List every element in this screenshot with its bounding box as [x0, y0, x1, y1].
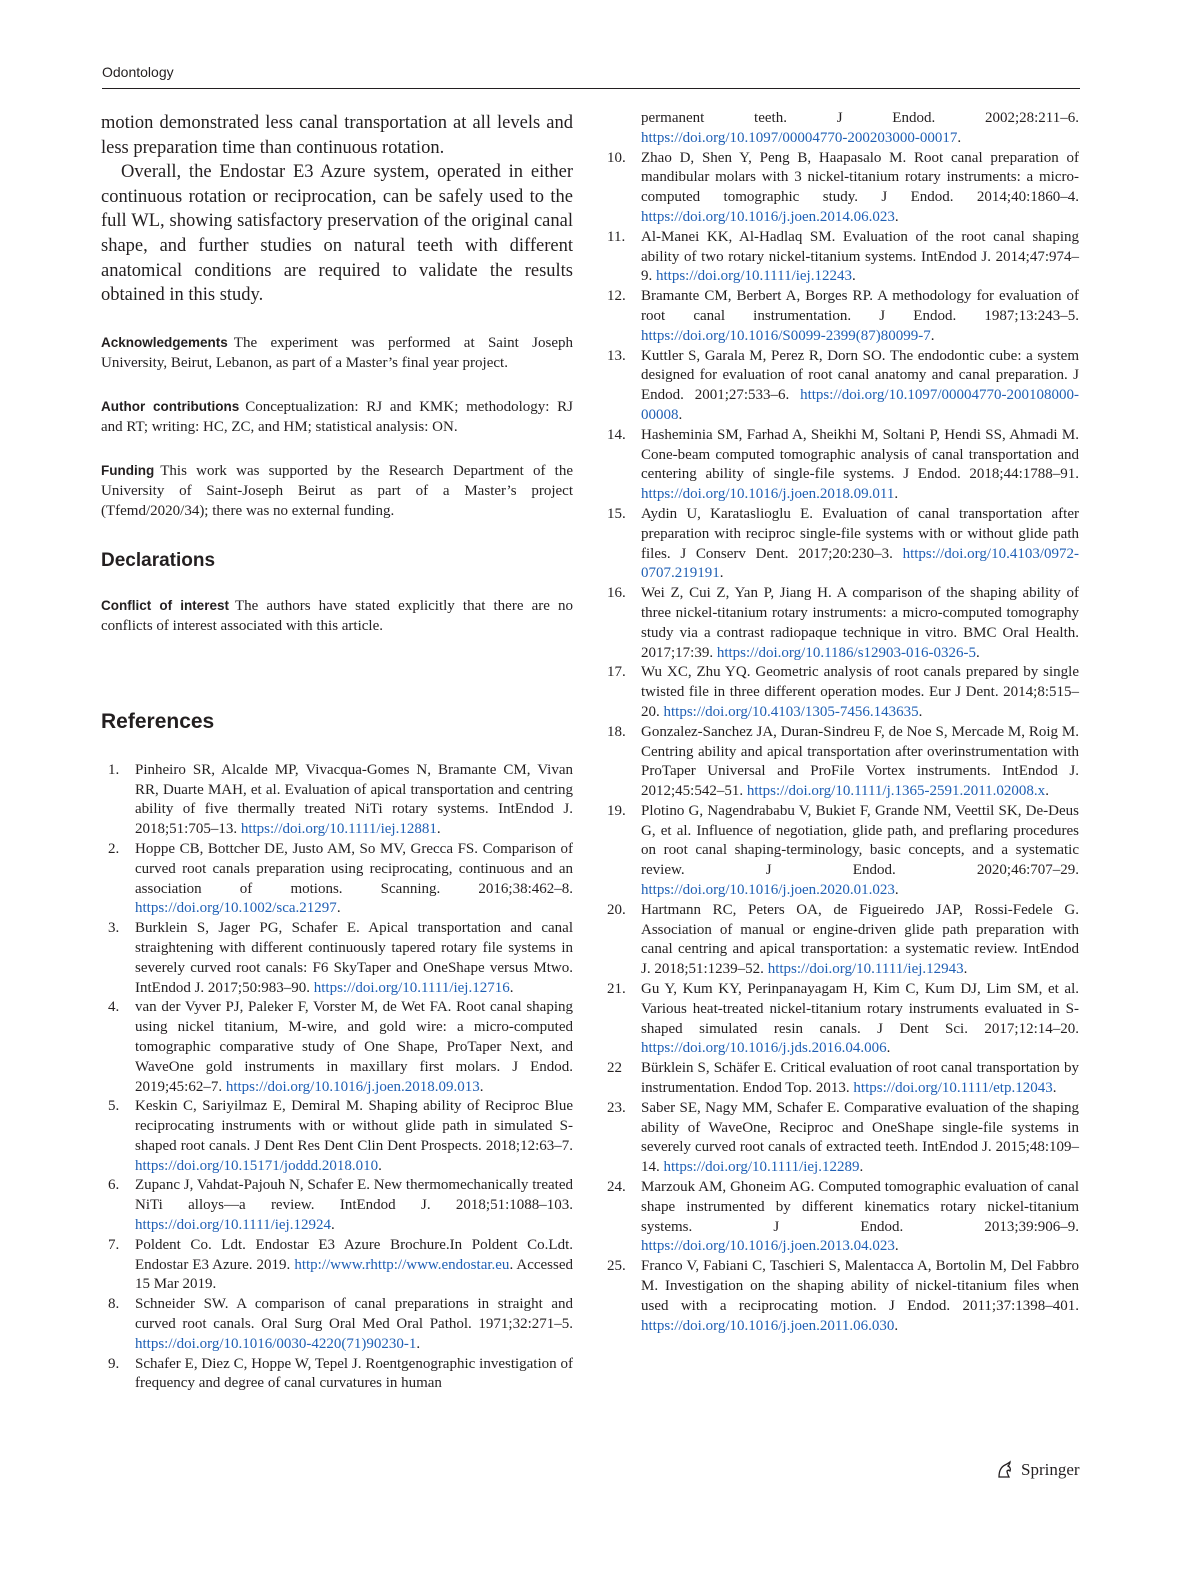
reference-item — [607, 149, 1079, 228]
reference-number: 19. — [607, 802, 626, 819]
reference-end: . — [436, 821, 441, 838]
doi-link[interactable]: https://doi.org/10.1016/j.joen.2018.09.011 — [641, 486, 895, 503]
reference-item — [101, 998, 573, 1097]
reference-item — [101, 919, 573, 998]
conflict-of-interest-title: Conflict of interest — [101, 597, 229, 613]
reference-end: . — [894, 882, 899, 899]
page-header — [102, 62, 1080, 89]
reference-number: 3. — [108, 920, 120, 937]
reference-end: . — [1045, 783, 1049, 800]
reference-end: . — [416, 1335, 421, 1352]
reference-number: 15. — [607, 505, 626, 522]
url-link[interactable]: http://www.rhttp://www.endostar.eu — [294, 1256, 510, 1273]
reference-number: 6. — [108, 1177, 120, 1194]
reference-number: 21. — [607, 981, 626, 998]
reference-item — [607, 228, 1079, 287]
reference-text: Gu Y, Kum KY, Perinpanayagam H, Kim C, Kum DJ, Lim SM, et al. Various heat-treated nickel-titanium rotary instruments evaluated in S-shaped simulated resin canals. J Dent Sci. 2017;12:14–20. — [641, 981, 1079, 1037]
reference-number: 25. — [607, 1258, 626, 1275]
reference-text: Hasheminia SM, Farhad A, Sheikhi M, Soltani P, Hendi SS, Ahmadi M. Cone-beam computed tomographic analysis of canal transportation and centering ability of single-file systems. J Endod. 2018;44:1788–91. — [641, 426, 1079, 483]
reference-item — [607, 287, 1079, 346]
reference-item-continued — [607, 109, 1079, 149]
author-contributions-title: Author contributions — [101, 398, 240, 414]
doi-link[interactable]: https://doi.org/10.1111/iej.12881 — [240, 821, 437, 838]
reference-number: 11. — [607, 228, 626, 245]
body-paragraph: Overall, the Endostar E3 Azure system, operated in either continuous rotation or reciprocation, can be safely used to the full WL, showing satisfactory preservation of the original canal shape, and further studies on natural teeth with different anatomical conditions are required to validate the results obtained in this study. — [101, 162, 573, 306]
reference-item — [607, 901, 1079, 980]
doi-link[interactable]: https://doi.org/10.1097/00004770-200108000-00008 — [641, 387, 1079, 423]
publisher-name: Springer — [1021, 1460, 1080, 1479]
reference-number: 5. — [108, 1098, 120, 1115]
reference-end: . — [894, 208, 899, 225]
reference-item — [101, 840, 573, 919]
reference-text: Al-Manei KK, Al-Hadlaq SM. Evaluation of the root canal shaping ability of two rotary nickel-titanium systems. IntEndod J. 2014;47:974–9. — [641, 228, 1079, 285]
reference-text: Aydin U, Karataslioglu E. Evaluation of canal transportation after preparation with reciproc single-file systems with or without glide path files. J Conserv Dent. 2017;20:230–3. — [641, 505, 1079, 562]
reference-number: 4. — [108, 999, 120, 1016]
doi-link[interactable]: https://doi.org/10.1111/iej.12943 — [767, 961, 964, 978]
doi-link[interactable]: https://doi.org/10.4103/1305-7456.143635 — [663, 703, 919, 720]
reference-number: 16. — [607, 585, 626, 602]
reference-number: 18. — [607, 723, 626, 740]
reference-end: . — [1052, 1080, 1057, 1097]
reference-number: 23. — [607, 1099, 626, 1116]
reference-end: . — [963, 961, 968, 978]
reference-text: Bürklein S, Schäfer E. Critical evaluation of root canal transportation by instrumentation. Endod Top. 2013. — [641, 1060, 1079, 1097]
author-contributions-section — [101, 397, 573, 437]
reference-item — [607, 1059, 1079, 1099]
reference-end: . — [894, 1238, 899, 1255]
doi-link[interactable]: https://doi.org/10.1111/etp.12043 — [853, 1080, 1053, 1097]
reference-number: 17. — [607, 664, 626, 681]
reference-end: . — [930, 327, 935, 344]
reference-text: Burklein S, Jager PG, Schafer E. Apical transportation and canal straightening with different continuously tapered rotary file systems in severely curved root canals: F6 SkyTaper and OneShape versus Mtwo. IntEndod J. 2017;50:983–90. — [135, 920, 573, 996]
doi-link[interactable]: https://doi.org/10.1111/iej.12243 — [656, 268, 852, 285]
reference-end: . — [678, 406, 683, 423]
reference-number: 8. — [108, 1296, 120, 1313]
reference-item — [607, 347, 1079, 426]
reference-number: 2. — [108, 840, 120, 857]
reference-end: . — [886, 1040, 891, 1057]
reference-item — [101, 1295, 573, 1354]
doi-link[interactable]: https://doi.org/10.1111/iej.12289 — [663, 1159, 860, 1176]
reference-number: 14. — [607, 426, 626, 443]
reference-end: . — [957, 129, 962, 146]
reference-item — [101, 1097, 573, 1176]
reference-number-blank — [607, 109, 641, 149]
reference-text: Marzouk AM, Ghoneim AG. Computed tomographic evaluation of canal shape instrumented by different kinematics rotary nickel-titanium systems. J Endod. 2013;39:906–9. — [641, 1179, 1079, 1235]
reference-text: van der Vyver PJ, Paleker F, Vorster M, de Wet FA. Root canal shaping using nickel titanium, M-wire, and gold wire: a micro-computed tomographic comparative study of One Shape, ProTaper Next, and WaveOne gold instruments in maxillary first molars. J Endod. 2019;45:62–7. — [135, 999, 573, 1095]
reference-item — [101, 761, 573, 840]
reference-number: 10. — [607, 149, 626, 166]
references-heading: References — [101, 709, 215, 733]
doi-link[interactable]: https://doi.org/10.1111/iej.12716 — [313, 979, 510, 996]
reference-text: Wei Z, Cui Z, Yan P, Jiang H. A comparison of the shaping ability of three nickel-titanium rotary instruments: a micro-computed tomography study via a contrast radiopaque technique in vitro. BMC Oral Health. 2017;17:39. — [641, 585, 1079, 661]
reference-number: 1. — [108, 761, 120, 778]
reference-number: 13. — [607, 347, 626, 364]
reference-end: . Accessed 15 Mar 2019. — [135, 1256, 573, 1293]
reference-end: . — [378, 1157, 382, 1174]
reference-text: Schafer E, Diez C, Hoppe W, Tepel J. Roentgenographic investigation of frequency and degree of canal curvatures in human — [135, 1355, 573, 1392]
doi-link[interactable]: https://doi.org/10.1016/S0099-2399(87)80099-7 — [641, 327, 931, 344]
funding-text: This work was supported by the Research Department of the University of Saint-Joseph Beirut as part of a Master’s project (Tfemd/2020/34); there was no external funding. — [101, 462, 573, 519]
funding-title: Funding — [101, 462, 155, 478]
reference-text: Plotino G, Nagendrababu V, Bukiet F, Grande NM, Veettil SK, De-Deus G, et al. Influence of negotiation, glide path, and preflaring procedures on root canal shaping-terminology, basic concepts, and a systematic review. J Endod. 2020;46:707–29. — [641, 802, 1079, 879]
reference-text: Wu XC, Zhu YQ. Geometric analysis of root canals prepared by single twisted file in three different operation modes. Eur J Dent. 2014;8:515–20. — [641, 664, 1079, 720]
acknowledgements-title: Acknowledgements — [101, 334, 228, 350]
reference-end: . — [894, 1317, 899, 1334]
doi-link[interactable]: https://doi.org/10.1016/j.jds.2016.04.006 — [641, 1040, 887, 1057]
reference-text: Kuttler S, Garala M, Perez R, Dorn SO. The endodontic cube: a system designed for evaluation of root canal anatomy and canal preparation. J Endod. 2001;27:533–6. — [641, 347, 1079, 404]
author-contributions-text: Conceptualization: RJ and KMK; methodology: RJ and RT; writing: HC, ZC, and HM; statistical analysis: ON. — [101, 398, 574, 435]
reference-end: . — [330, 1217, 335, 1234]
reference-item — [607, 1099, 1079, 1178]
reference-item — [607, 505, 1079, 584]
reference-text: Saber SE, Nagy MM, Schafer E. Comparative evaluation of the shaping ability of WaveOne, Reciproc and OneShape single-file systems in severely curved root canals of extracted teeth. IntEndod J. 2015;48:109–14. — [641, 1099, 1079, 1176]
reference-end: . — [976, 644, 980, 661]
reference-text: Poldent Co. Ldt. Endostar E3 Azure Brochure.In Poldent Co.Ldt. Endostar E3 Azure. 2019. — [135, 1236, 573, 1273]
doi-link[interactable]: https://doi.org/10.1016/0030-4220(71)90230-1 — [135, 1335, 417, 1352]
reference-text: Zupanc J, Vahdat-Pajouh N, Schafer E. New thermomechanically treated NiTi alloys—a review. IntEndod J. 2018;51:1088–103. — [135, 1177, 573, 1214]
reference-item — [607, 426, 1079, 505]
left-column — [101, 111, 573, 1394]
acknowledgements-text: The experiment was performed at Saint Joseph University, Beirut, Lebanon, as part of a Master’s final year project. — [101, 334, 573, 371]
reference-end: . — [719, 565, 724, 582]
doi-link[interactable]: https://doi.org/10.1016/j.joen.2018.09.013 — [225, 1078, 480, 1095]
reference-text: permanent teeth. J Endod. 2002;28:211–6. — [641, 110, 1079, 126]
reference-item — [101, 1176, 573, 1235]
reference-item — [607, 1178, 1079, 1257]
reference-text: Schneider SW. A comparison of canal preparations in straight and curved root canals. Oral Surg Oral Med Oral Pathol. 1971;32:271–5. — [135, 1296, 573, 1333]
reference-number: 9. — [108, 1355, 120, 1372]
reference-end: . — [509, 979, 514, 996]
conflict-of-interest-section — [101, 596, 573, 636]
reference-text: Zhao D, Shen Y, Peng B, Haapasalo M. Root canal preparation of mandibular molars with 3 nickel-titanium rotary instruments: a micro-computed tomographic study. J Endod. 2014;40:1860–4. — [641, 149, 1079, 206]
declarations-heading: Declarations — [101, 549, 216, 571]
reference-number: 20. — [607, 901, 626, 918]
right-column — [607, 109, 1079, 1336]
reference-number: 7. — [108, 1236, 120, 1253]
reference-item — [607, 584, 1079, 663]
reference-item — [607, 663, 1079, 722]
doi-link[interactable]: https://doi.org/10.4103/0972-0707.219191 — [641, 545, 1079, 582]
reference-text: Bramante CM, Berbert A, Borges RP. A methodology for evaluation of root canal instrumentation. J Endod. 1987;13:243–5. — [641, 288, 1079, 324]
doi-link[interactable]: https://doi.org/10.1016/j.joen.2011.06.030 — [641, 1317, 895, 1334]
reference-text: Hoppe CB, Bottcher DE, Justo AM, So MV, Grecca FS. Comparison of curved root canals preparation using reciprocating, continuous and an association of motions. Scanning. 2016;38:462–8. — [135, 840, 573, 897]
reference-list-left — [101, 761, 573, 1395]
doi-link[interactable]: https://doi.org/10.1016/j.joen.2020.01.023 — [641, 882, 895, 899]
reference-end: . — [851, 268, 856, 285]
reference-item — [607, 1257, 1079, 1336]
springer-horse-icon — [995, 1460, 1015, 1480]
reference-end: . — [336, 900, 341, 917]
reference-number: 22 — [607, 1060, 622, 1077]
reference-end: . — [918, 703, 923, 720]
reference-number: 12. — [607, 288, 626, 305]
body-paragraph: motion demonstrated less canal transportation at all levels and less preparation time than continuous rotation. — [101, 113, 573, 158]
reference-end: . — [859, 1159, 864, 1176]
reference-item — [607, 980, 1079, 1059]
reference-item — [101, 1355, 573, 1395]
reference-text: Gonzalez-Sanchez JA, Duran-Sindreu F, de Noe S, Mercade M, Roig M. Centring ability and apical transportation after overinstrumentation with ProTaper Universal and ProFile Vortex instruments. IntEndod J. 2012;45:542–51. — [641, 723, 1079, 800]
doi-link[interactable]: https://doi.org/10.1097/00004770-200203000-00017 — [641, 129, 958, 146]
doi-link[interactable]: https://doi.org/10.1002/sca.21297 — [135, 900, 337, 917]
journal-name: Odontology — [102, 64, 174, 80]
funding-section — [101, 461, 573, 521]
reference-end: . — [479, 1078, 484, 1095]
reference-text: Franco V, Fabiani C, Taschieri S, Malentacca A, Bortolin M, Del Fabbro M. Investigation on the shaping ability of nickel-titanium files when used with a reciprocating motion. J Endod. 2011;37:1398–401. — [641, 1258, 1079, 1314]
reference-item — [101, 1236, 573, 1295]
reference-text: Hartmann RC, Peters OA, de Figueiredo JAP, Rossi-Fedele G. Association of manual or engine-driven glide path preparation with canal centring and apical transportation: a systematic review. IntEndod J. 2018;51:1239–52. — [641, 901, 1079, 978]
doi-link[interactable]: https://doi.org/10.1111/iej.12924 — [135, 1217, 331, 1234]
reference-item — [607, 802, 1079, 901]
conflict-of-interest-text: The authors have stated explicitly that there are no conflicts of interest associated with this article. — [101, 597, 573, 634]
doi-link[interactable]: https://doi.org/10.15171/joddd.2018.010 — [135, 1157, 379, 1174]
page-footer — [995, 1460, 1080, 1480]
doi-link[interactable]: https://doi.org/10.1111/j.1365-2591.2011.02008.x — [746, 783, 1046, 800]
acknowledgements-section — [101, 333, 573, 373]
reference-end: . — [894, 486, 899, 503]
reference-text: Pinheiro SR, Alcalde MP, Vivacqua-Gomes N, Bramante CM, Vivan RR, Duarte MAH, et al. Evaluation of apical transportation and centring ability of five thermally treated NiTi rotary systems. IntEndod J. 2018;51:705–13. — [135, 761, 573, 838]
doi-link[interactable]: https://doi.org/10.1016/j.joen.2014.06.023 — [641, 208, 895, 225]
doi-link[interactable]: https://doi.org/10.1016/j.joen.2013.04.023 — [641, 1238, 895, 1255]
doi-link[interactable]: https://doi.org/10.1186/s12903-016-0326-5 — [716, 644, 977, 661]
reference-number: 24. — [607, 1179, 626, 1196]
reference-text: Keskin C, Sariyilmaz E, Demiral M. Shaping ability of Reciproc Blue reciprocating instruments with or without glide path in simulated S-shaped root canals. J Dent Res Dent Clin Dent Prospects. 2018;12:63–7. — [135, 1098, 573, 1154]
reference-item — [607, 723, 1079, 802]
